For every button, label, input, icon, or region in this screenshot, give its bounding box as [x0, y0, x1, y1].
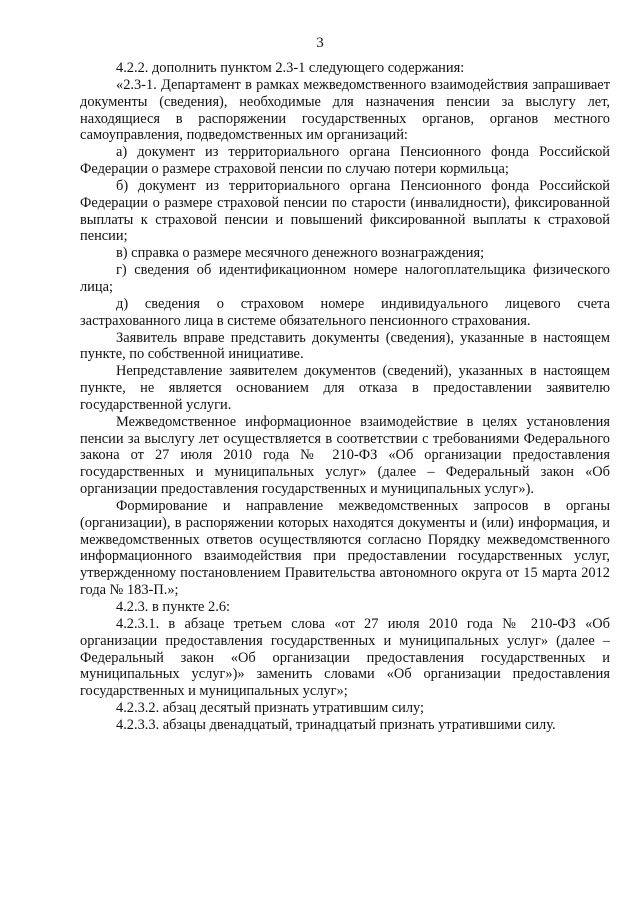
page-number: 3 — [316, 35, 324, 51]
paragraph-item-d: д) сведения о страховом номере индивидуального лицевого счета застрахованного лица в системе обязательного пенсионного страхования. — [80, 295, 610, 329]
paragraph-item-a: а) документ из территориального органа Пенсионного фонда Российской Федерации о размере страховой пенсии по случаю потери кормильца; — [80, 144, 610, 178]
paragraph-2-3-1: «2.3-1. Департамент в рамках межведомственного взаимодействия запрашивает документы (сведения), необходимые для назначения пенсии за выслугу лет, находящиеся в распоряжении государственных органов, органов местного самоуправления, подведомственных им организаций: — [80, 76, 610, 144]
paragraph-4-2-3: 4.2.3. в пункте 2.6: — [116, 599, 231, 615]
paragraph-item-b: б) документ из территориального органа Пенсионного фонда Российской Федерации о размере страховой пенсии по старости (инвалидности), фиксированной выплаты к страховой пенсии и повышений фиксированной выплаты к страховой пенсии; — [80, 177, 610, 245]
document-body — [80, 60, 610, 734]
paragraph-4-2-3-2: 4.2.3.2. абзац десятый признать утратившим силу; — [116, 700, 425, 717]
paragraph-requests-formation: Формирование и направление межведомственных запросов в органы (организации), в распоряжении которых находятся документы и (или) информация, и межведомственных ответов осуществляются согласно Порядку межведомственного информационного взаимодействия при предоставлении государственных услуг, утвержденному постановлением Правительства автономного округа от 15 марта 2012 года № 183-П.»; — [80, 497, 610, 599]
paragraph-4-2-3-1: 4.2.3.1. в абзаце третьем слова «от 27 июля 2010 года № 210-ФЗ «Об организации предоставления государственных и муниципальных услуг» (далее – Федеральный закон «Об организации предоставления государственных и муниципальных услуг»)» заменить словами «Об организации предоставления государственных и муниципальных услуг»; — [80, 615, 610, 700]
paragraph-interagency-interaction: Межведомственное информационное взаимодействие в целях установления пенсии за выслугу лет осуществляется в соответствии с требованиями Федерального закона от 27 июля 2010 года № 210-ФЗ «Об организации предоставления государственных и муниципальных услуг» (далее – Федеральный закон «Об организации предоставления государственных и муниципальных услуг»). — [80, 413, 610, 498]
paragraph-4-2-2: 4.2.2. дополнить пунктом 2.3-1 следующего содержания: — [116, 60, 465, 76]
paragraph-item-v: в) справка о размере месячного денежного вознаграждения; — [116, 245, 485, 262]
paragraph-non-submission: Непредставление заявителем документов (сведений), указанных в настоящем пункте, не является основанием для отказа в предоставлении заявителю государственной услуги. — [80, 363, 610, 413]
paragraph-4-2-3-3: 4.2.3.3. абзацы двенадцатый, тринадцатый признать утратившими силу. — [116, 716, 556, 733]
paragraph-item-g: г) сведения об идентификационном номере налогоплательщика физического лица; — [80, 262, 610, 295]
paragraph-applicant-right: Заявитель вправе представить документы (сведения), указанные в настоящем пункте, по собственной инициативе. — [80, 329, 610, 363]
